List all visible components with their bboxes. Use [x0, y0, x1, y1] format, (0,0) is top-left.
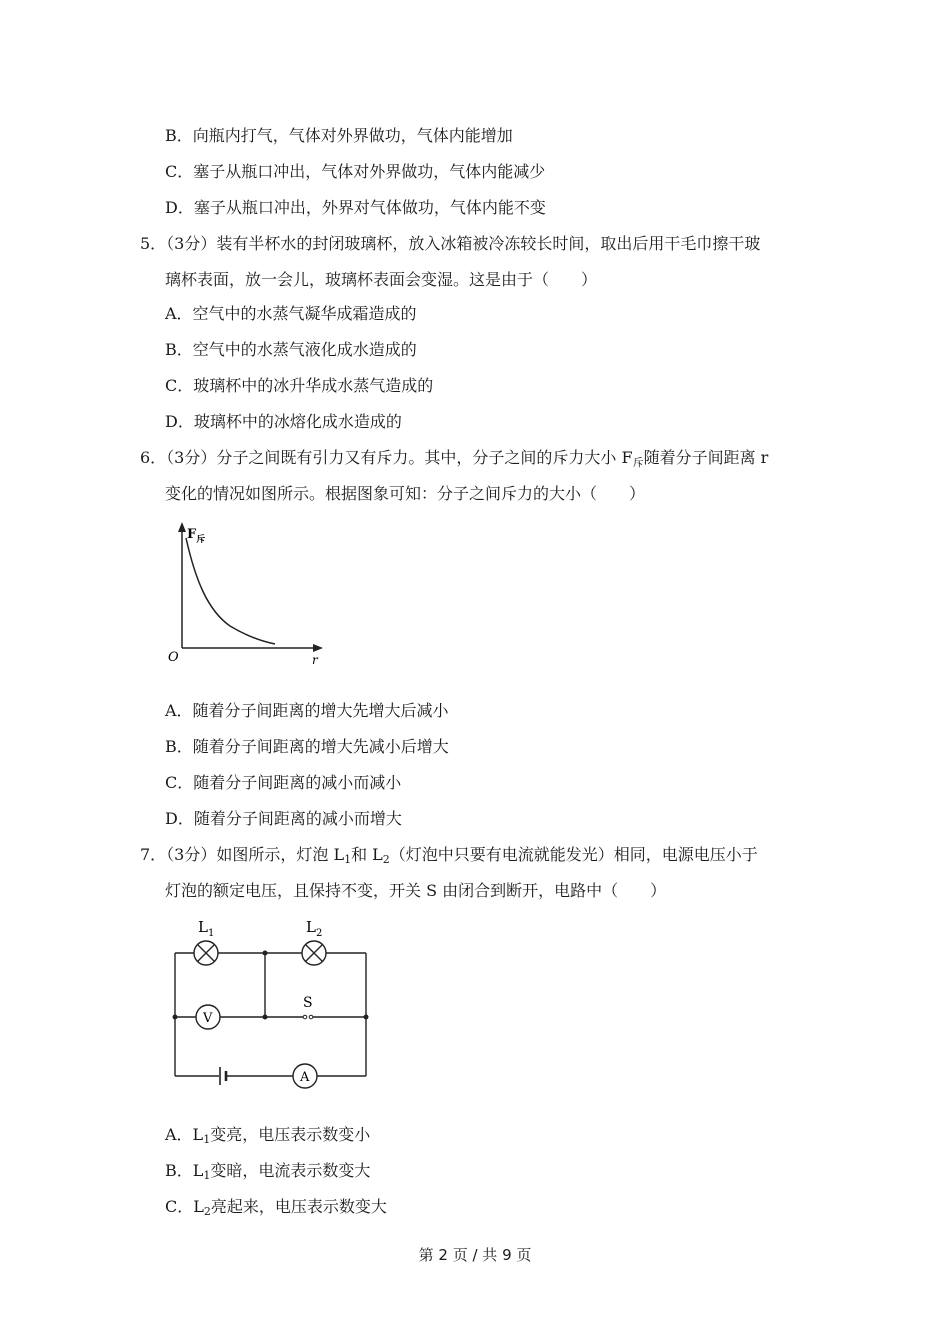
q5-stem-line1: 5．（3分）装有半杯水的封闭玻璃杯，放入冰箱被冷冻较长时间，取出后用干毛巾擦干玻 — [140, 234, 761, 253]
q5-option-a: A．空气中的水蒸气凝华成霜造成的 — [165, 304, 417, 323]
page-footer: 第 2 页 / 共 9 页 — [418, 1246, 532, 1264]
graph-origin-label: O — [168, 650, 179, 665]
graph-x-label: r — [312, 653, 318, 667]
junction-dot — [263, 951, 268, 956]
q6-option-a: A．随着分子间距离的增大先增大后减小 — [165, 701, 449, 720]
q6-stem-line2: 变化的情况如图所示。根据图象可知：分子之间斥力的大小（ ） — [165, 484, 646, 503]
lamp-l2-icon — [302, 941, 326, 965]
q4-option-d: D．塞子从瓶口冲出，外界对气体做功，气体内能不变 — [165, 198, 546, 217]
repulsion-force-graph — [165, 518, 335, 668]
repulsion-curve — [186, 538, 275, 644]
q5-option-c: C．玻璃杯中的冰升华成水蒸气造成的 — [165, 376, 434, 395]
graph-y-label: $F_斥$ — [187, 527, 206, 545]
lamp-l1-label: $L_1$ — [198, 918, 215, 939]
lamp-l2-label: $L_2$ — [306, 918, 323, 939]
circuit-diagram — [165, 912, 380, 1092]
q5-option-b: B．空气中的水蒸气液化成水造成的 — [165, 340, 417, 359]
q4-option-c: C．塞子从瓶口冲出，气体对外界做功，气体内能减少 — [165, 162, 546, 181]
junction-dot — [173, 1015, 178, 1020]
ammeter-icon — [293, 1064, 317, 1088]
battery-icon — [220, 1067, 226, 1085]
svg-text:V: V — [203, 1011, 213, 1026]
lamp-l1-icon — [194, 941, 218, 965]
q5-option-d: D．玻璃杯中的冰熔化成水造成的 — [165, 412, 402, 431]
q7-option-c: C．$L_2$亮起来，电压表示数变大 — [165, 1197, 387, 1218]
q7-option-b: B．$L_1$变暗，电流表示数变大 — [165, 1161, 371, 1182]
q6-option-d: D．随着分子间距离的减小而增大 — [165, 809, 402, 828]
q5-stem-line2: 璃杯表面，放一会儿，玻璃杯表面会变湿。这是由于（ ） — [165, 270, 598, 289]
q7-option-a: A．$L_1$变亮，电压表示数变小 — [165, 1125, 371, 1146]
switch-s-icon — [303, 1015, 313, 1019]
q6-option-c: C．随着分子间距离的减小而减小 — [165, 773, 402, 792]
junction-dot — [263, 1015, 268, 1020]
switch-s-label: S — [303, 995, 313, 1011]
voltmeter-icon — [196, 1005, 220, 1029]
q6-option-b: B．随着分子间距离的增大先减小后增大 — [165, 737, 449, 756]
q6-stem-line1: 6．（3分）分子之间既有引力又有斥力。其中，分子之间的斥力大小 $F_斥$随着分子间距离 r — [140, 448, 769, 469]
q7-stem-line2: 灯泡的额定电压，且保持不变，开关 S 由闭合到断开，电路中（ ） — [165, 881, 667, 900]
q4-option-b: B．向瓶内打气，气体对外界做功，气体内能增加 — [165, 126, 513, 145]
q7-stem-line1: 7．（3分）如图所示，灯泡 $L_1$和 $L_2$（灯泡中只要有电流就能发光）相同，电源电压小于 — [140, 845, 758, 866]
junction-dot — [364, 1015, 369, 1020]
svg-text:A: A — [300, 1070, 310, 1085]
